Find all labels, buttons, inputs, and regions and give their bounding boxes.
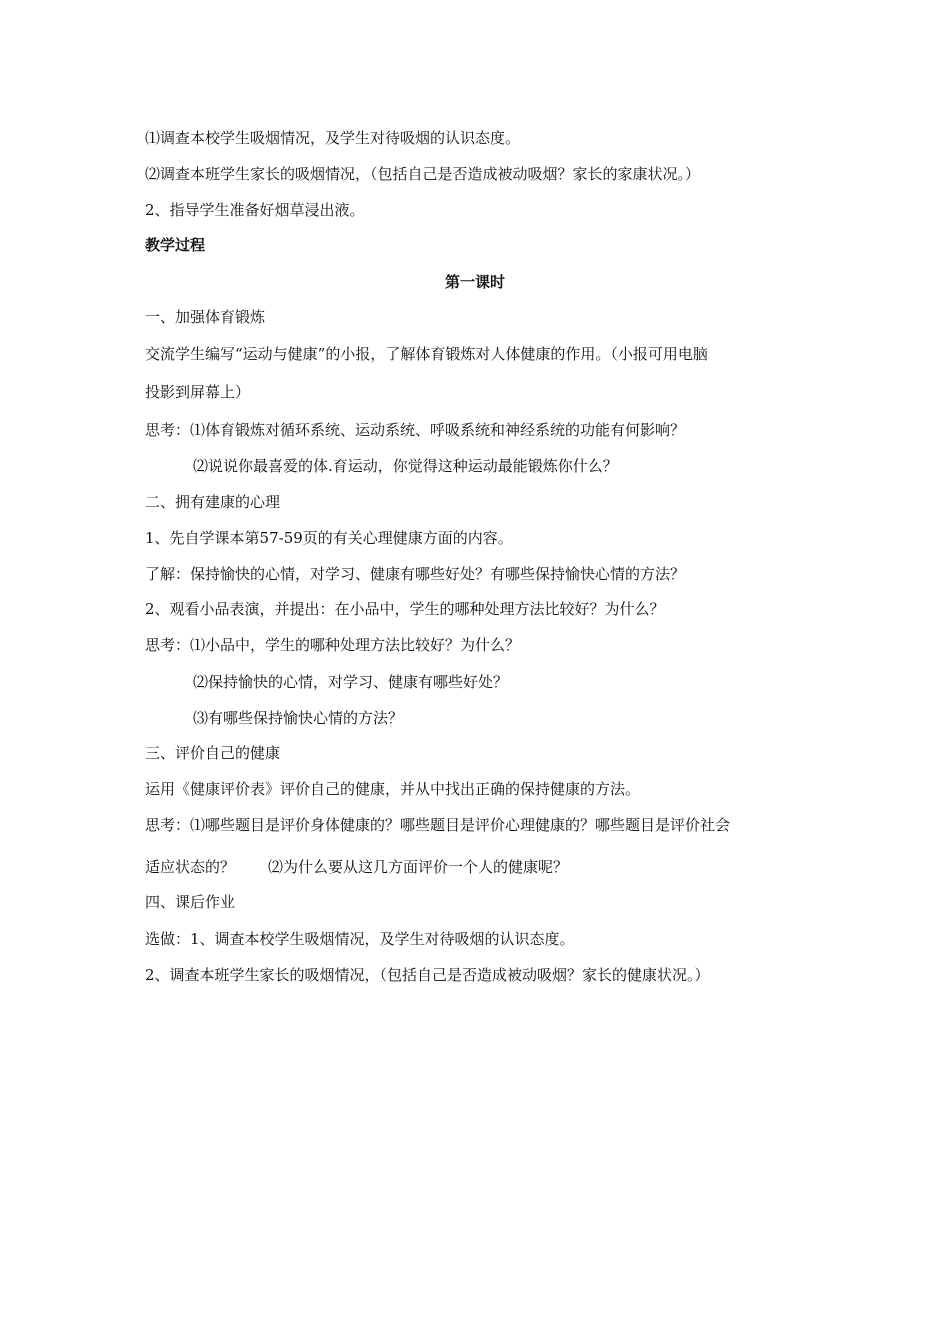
paragraph-line: 投影到屏幕上） xyxy=(145,383,251,401)
homework-item-1: 选做：1、调查本校学生吸烟情况，及学生对待吸烟的认识态度。 xyxy=(145,930,575,948)
paragraph-line: 1、先自学课本第57-59页的有关心理健康方面的内容。 xyxy=(145,529,513,547)
paragraph-line: 适应状态的？ xyxy=(145,858,236,876)
think-question-2: ⑵说说你最喜爱的体.育运动，你觉得这种运动最能锻炼你什么？ xyxy=(193,457,618,475)
heading-part-3: 三、评价自己的健康 xyxy=(145,744,281,762)
paragraph-line: 了解：保持愉快的心情，对学习、健康有哪些好处？有哪些保持愉快心情的方法？ xyxy=(145,565,686,583)
think-question-1: 思考：⑴小品中，学生的哪种处理方法比较好？为什么？ xyxy=(145,636,521,654)
think-question-1: 思考：⑴体育锻炼对循环系统、运动系统、呼吸系统和神经系统的功能有何影响？ xyxy=(145,421,686,439)
homework-item-2: 2、调查本班学生家长的吸烟情况，（包括自己是否造成被动吸烟？家长的健康状况。） xyxy=(145,966,710,984)
prep-item-2: 2、指导学生准备好烟草浸出液。 xyxy=(145,201,365,219)
paragraph-line: 运用《健康评价表》评价自己的健康，并从中找出正确的保持健康的方法。 xyxy=(145,780,641,798)
heading-part-4: 四、课后作业 xyxy=(145,893,236,911)
section-heading-teaching-process: 教学过程 xyxy=(145,236,206,254)
lesson-title: 第一课时 xyxy=(444,273,505,291)
paragraph-line: 2、观看小品表演，并提出：在小品中，学生的哪种处理方法比较好？为什么？ xyxy=(145,600,665,618)
think-question-2: ⑵为什么要从这几方面评价一个人的健康呢？ xyxy=(268,858,569,876)
survey-item-2: ⑵调查本班学生家长的吸烟情况，（包括自己是否造成被动吸烟？家长的家康状况。） xyxy=(145,165,701,183)
paragraph-line: 交流学生编写“运动与健康”的小报，了解体育锻炼对人体健康的作用。（小报可用电脑 xyxy=(145,345,708,363)
survey-item-1: ⑴调查本校学生吸烟情况，及学生对待吸烟的认识态度。 xyxy=(145,129,521,147)
think-question-3: ⑶有哪些保持愉快心情的方法？ xyxy=(193,709,404,727)
think-question-1: 思考：⑴哪些题目是评价身体健康的？哪些题目是评价心理健康的？哪些题目是评价社会 xyxy=(145,816,731,834)
think-question-2: ⑵保持愉快的心情，对学习、健康有哪些好处？ xyxy=(193,673,509,691)
heading-part-2: 二、拥有建康的心理 xyxy=(145,493,281,511)
heading-part-1: 一、加强体育锻炼 xyxy=(145,308,266,326)
